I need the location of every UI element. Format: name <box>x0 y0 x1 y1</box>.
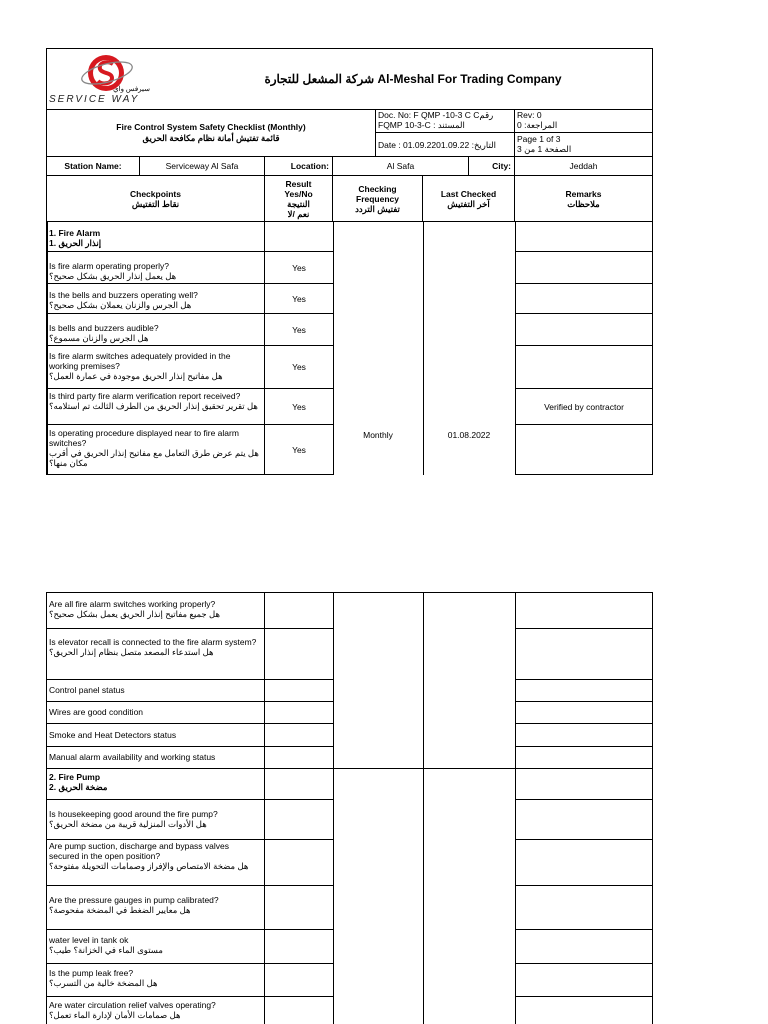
table-row <box>47 428 263 468</box>
doc-number <box>378 110 514 130</box>
p2-line <box>46 799 334 800</box>
section1-title-ar: إنذار الحريق .1 <box>49 238 102 248</box>
s1r1-line-r <box>515 252 653 284</box>
p2-line <box>46 839 334 840</box>
doc-title <box>47 110 375 156</box>
s1-title-row-line-r <box>515 221 653 252</box>
p2-line <box>515 929 653 930</box>
row-result: Yes <box>292 444 306 455</box>
row-question-ar: هل معايير الضغط في المضخة مفحوصة؟ <box>49 905 191 915</box>
table-row <box>47 351 263 381</box>
p2-right-border <box>652 592 653 1024</box>
table-row <box>47 1000 263 1020</box>
p2-col-result <box>264 592 265 1024</box>
th-frequency <box>333 175 423 222</box>
company-title <box>174 64 652 94</box>
th-frequency-en1: Checking <box>358 183 397 194</box>
th-remarks-ar: ملاحظات <box>567 198 600 209</box>
doc-rev <box>517 110 651 130</box>
row-question-ar: هل يتم عرض طرق التعامل مع مفاتيح إنذار الحريق في أقرب مكان منها؟ <box>49 448 259 468</box>
table-row <box>47 391 263 411</box>
doc-number-ar: المستند : FQMP 10-3-C <box>378 120 465 130</box>
th-checkpoints-ar: نقاط التفتيش <box>131 198 180 209</box>
table-row <box>47 841 263 871</box>
row-result: Yes <box>292 262 306 273</box>
row-question-en: Is the bells and buzzers operating well? <box>49 290 198 300</box>
table-row <box>47 290 263 310</box>
section1-frequency: Monthly <box>363 430 393 440</box>
row-question-en: Are all fire alarm switches working properly? <box>49 599 216 609</box>
company-title-en: Al-Meshal For Trading Company <box>377 72 562 86</box>
doc-rev-en: Rev: 0 <box>517 110 542 120</box>
table-row: Wires are good condition <box>49 707 144 717</box>
doc-page-ar: الصفحة 1 من 3 <box>517 144 572 154</box>
location-value: Al Safa <box>333 156 469 176</box>
row-question-ar: هل يعمل إنذار الحريق بشكل صحيح؟ <box>49 271 177 281</box>
row-question-ar: هل المضخة خالية من التسرب؟ <box>49 978 158 988</box>
doc-page <box>517 134 651 154</box>
s1r2-line-r <box>515 284 653 314</box>
th-checkpoints <box>47 176 264 221</box>
p2-col-last <box>423 592 424 1024</box>
th-last-checked <box>423 175 515 222</box>
s1-title-row-line-m <box>264 221 334 252</box>
p2-line <box>46 929 334 930</box>
location-label: Location: <box>265 156 333 176</box>
table-row <box>47 261 263 281</box>
p2-line <box>515 963 653 964</box>
row-question-en: Is bells and buzzers audible? <box>49 323 159 333</box>
th-frequency-ar: تفتيش التردد <box>355 203 400 214</box>
row-question-en: Are water circulation relief valves operating? <box>49 1000 216 1010</box>
p2-line <box>515 723 653 724</box>
th-result-en2: Yes/No <box>284 188 313 199</box>
section2-title <box>47 772 263 792</box>
row-question-en: Is elevator recall is connected to the fire alarm system? <box>49 637 257 647</box>
doc-rev-ar: المراجعة: 0 <box>517 120 558 130</box>
p2-line <box>515 701 653 702</box>
section1-title <box>47 228 263 248</box>
p2-line <box>515 679 653 680</box>
doc-page-en: Page 1 of 3 <box>517 134 561 144</box>
row-question-en: Is third party fire alarm verification report received? <box>49 391 241 401</box>
th-remarks <box>515 176 652 221</box>
row-question-ar: هل الجرس والزنان يعملان بشكل صحيح؟ <box>49 300 192 310</box>
table-row: Smoke and Heat Detectors status <box>49 729 177 740</box>
row-question-ar: هل الجرس والزنان مسموع؟ <box>49 333 149 343</box>
row-question-ar: هل صمامات الأمان لإدارة الماء تعمل؟ <box>49 1010 181 1020</box>
doc-date: Date : 01.09.2201.09.22 :التاريخ <box>378 139 497 150</box>
th-result-ar2: نعم /لا <box>287 208 310 219</box>
table-row <box>47 968 263 988</box>
logo-wordmark: SERVICE WAY <box>49 94 140 105</box>
th-checkpoints-en: Checkpoints <box>129 188 181 199</box>
table-row: Manual alarm availability and working status <box>49 752 216 762</box>
th-result-en1: Result <box>285 178 312 189</box>
th-remarks-en: Remarks <box>565 188 602 199</box>
p2-line <box>46 996 334 997</box>
row-result: Yes <box>292 324 306 335</box>
row-question-en: Is operating procedure displayed near to fire alarm switches? <box>49 428 239 448</box>
row-question-en: Is fire alarm switches adequately provided in the working premises? <box>49 351 231 371</box>
doc-title-ar: قائمة تفتيش أمانة نظام مكافحة الحريق <box>142 133 280 143</box>
th-result-ar1: النتيجة <box>287 198 310 209</box>
p2-line <box>46 963 334 964</box>
p2-line <box>46 885 334 886</box>
p2-line-full <box>46 768 653 769</box>
city-value: Jeddah <box>569 161 598 171</box>
company-title-ar: شركة المشعل للتجارة <box>264 72 375 86</box>
row-question-en: water level in tank ok <box>49 935 129 945</box>
p2-line <box>515 746 653 747</box>
th-last-en: Last Checked <box>440 188 497 199</box>
station-value: Serviceway Al Safa <box>139 156 265 176</box>
table-row <box>47 809 263 829</box>
th-result <box>264 175 333 222</box>
s1r3-line-r <box>515 314 653 346</box>
row-result: Yes <box>292 293 306 304</box>
p2-line <box>46 628 334 629</box>
table-row <box>47 895 263 915</box>
row-question-ar: هل استدعاء المصعد متصل بنظام إنذار الحريق؟ <box>49 647 214 657</box>
p2-line <box>515 799 653 800</box>
row-result: Yes <box>292 401 306 412</box>
row-question-ar: هل الأدوات المنزلية قريبة من مضخة الحريق؟ <box>49 819 207 829</box>
p2-line <box>515 885 653 886</box>
city-label: City: <box>469 156 515 176</box>
section2-title-en: 2. Fire Pump <box>49 772 101 782</box>
row-question-en: Is fire alarm operating properly? <box>49 261 170 271</box>
row-question-ar: هل تقرير تحقيق إنذار الحريق من الطرف الثالث تم استلامه؟ <box>49 401 258 411</box>
p2-line <box>515 839 653 840</box>
row-question-ar: هل مضخة الامتصاص والإفراز وصمامات التحويلة مفتوحة؟ <box>49 861 249 871</box>
doc-title-en: Fire Control System Safety Checklist (Monthly) <box>116 122 306 132</box>
row-question-ar: هل جميع مفاتيح إنذار الحريق يعمل بشكل صحيح؟ <box>49 609 220 619</box>
table-row <box>47 599 263 619</box>
row-remarks: Verified by contractor <box>544 401 624 412</box>
row-question-en: Are the pressure gauges in pump calibrated? <box>49 895 219 905</box>
row-result: Yes <box>292 362 306 372</box>
section1-title-en: 1. Fire Alarm <box>49 228 101 238</box>
table-row <box>47 637 263 657</box>
s1r6-line-r <box>515 425 653 475</box>
section2-title-ar: مضخة الحريق .2 <box>49 782 108 792</box>
table-row: Control panel status <box>49 685 125 695</box>
p2-line <box>515 996 653 997</box>
s1r4-line-r <box>515 346 653 389</box>
row-question-ar: هل مفاتيح إنذار الحريق موجودة في عمارة العمل؟ <box>49 371 223 381</box>
table-row <box>47 935 263 955</box>
p2-col-remarks <box>515 592 516 1024</box>
row-question-en: Are pump suction, discharge and bypass valves secured in the open position? <box>49 841 230 861</box>
th-frequency-en2: Frequency <box>356 193 399 204</box>
row-question-ar: مستوى الماء في الخزانة؟ طيب؟ <box>49 945 163 955</box>
section1-last-checked: 01.08.2022 <box>447 430 491 440</box>
table-row <box>47 323 263 343</box>
doc-number-en: Doc. No: F QMP -10-3 C Cرقم <box>378 110 494 120</box>
station-label: Station Name: <box>64 161 122 171</box>
logo-arabic: سيرفس واي <box>113 86 150 93</box>
p2-col-frequency <box>333 592 334 1024</box>
p2-line <box>515 628 653 629</box>
row-question-en: Is the pump leak free? <box>49 968 134 978</box>
row-question-en: Is housekeeping good around the fire pump? <box>49 809 218 819</box>
th-last-ar: آخر التفتيش <box>447 198 490 209</box>
p2-top-border <box>46 592 653 593</box>
